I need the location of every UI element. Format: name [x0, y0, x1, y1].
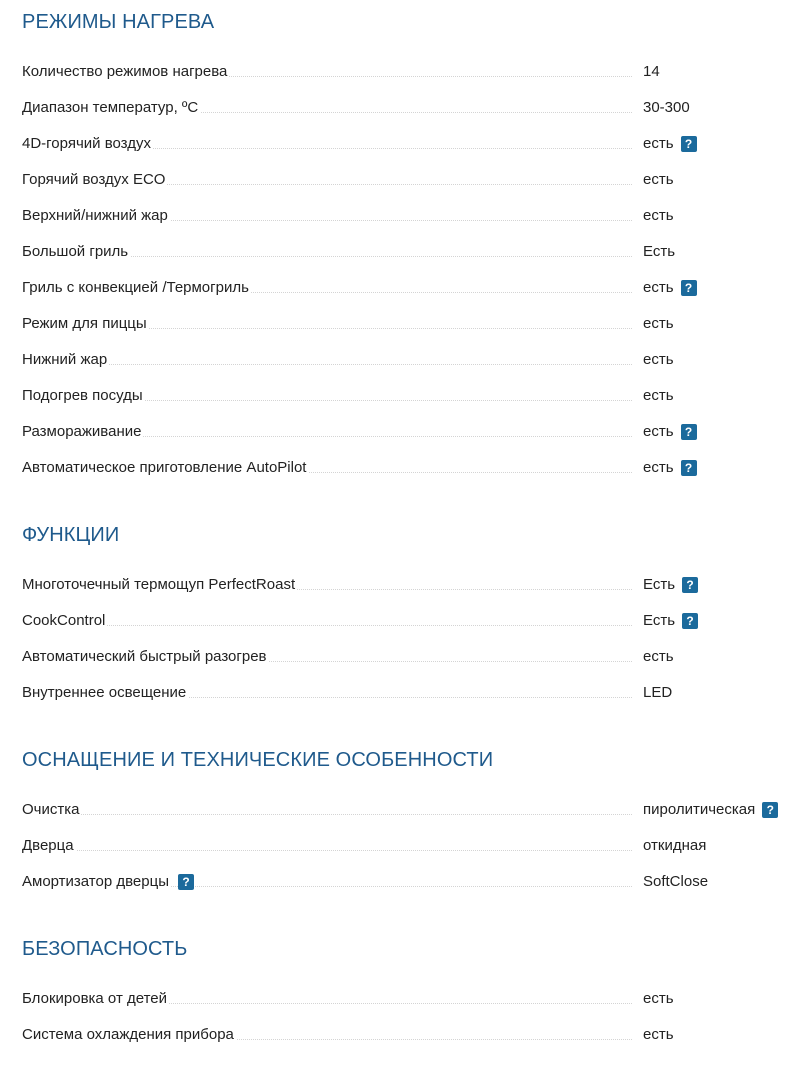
spec-label-text: Режим для пиццы — [22, 315, 147, 332]
help-icon[interactable]: ? — [178, 874, 194, 890]
spec-value — [643, 575, 698, 595]
spec-label-text: Верхний/нижний жар — [22, 207, 168, 224]
spec-row — [22, 683, 796, 707]
spec-label — [22, 170, 167, 190]
spec-label-text: Большой гриль — [22, 243, 129, 260]
spec-label — [22, 836, 76, 856]
spec-label-text: Горячий воздух ECO — [22, 171, 166, 188]
spec-label — [22, 98, 200, 118]
spec-value — [643, 314, 674, 334]
section-title: БЕЗОПАСНОСТЬ — [22, 938, 188, 960]
spec-section — [22, 523, 796, 701]
spec-value-text: пиролитическая — [643, 801, 756, 818]
spec-value-text: есть — [643, 315, 674, 332]
spec-value — [643, 458, 697, 478]
help-icon[interactable]: ? — [682, 613, 698, 629]
spec-label — [22, 575, 297, 595]
spec-label-text: Подогрев посуды — [22, 387, 143, 404]
spec-section — [22, 937, 796, 1043]
spec-label-text: Автоматическое приготовление AutoPilot — [22, 459, 307, 476]
spec-row — [22, 278, 796, 302]
spec-label-text: Дверца — [22, 837, 74, 854]
spec-value-text: 14 — [643, 63, 660, 80]
spec-value — [643, 422, 697, 442]
spec-row — [22, 647, 796, 671]
spec-value — [643, 611, 698, 631]
spec-value — [643, 98, 690, 118]
spec-label — [22, 647, 269, 667]
spec-value-text: есть — [643, 459, 674, 476]
spec-row — [22, 386, 796, 410]
spec-value — [643, 647, 674, 667]
spec-value-text: есть — [643, 171, 674, 188]
help-icon[interactable]: ? — [681, 460, 697, 476]
spec-label-text: Амортизатор дверцы — [22, 873, 169, 890]
spec-label-text: Автоматический быстрый разогрев — [22, 648, 267, 665]
spec-row — [22, 206, 796, 230]
help-icon[interactable]: ? — [681, 424, 697, 440]
spec-label-text: Внутреннее освещение — [22, 684, 187, 701]
spec-value — [643, 989, 674, 1009]
spec-label — [22, 134, 153, 154]
spec-label-text: 4D-горячий воздух — [22, 135, 151, 152]
spec-label — [22, 242, 130, 262]
help-icon[interactable]: ? — [681, 136, 697, 152]
spec-row — [22, 134, 796, 158]
spec-row — [22, 422, 796, 446]
spec-label — [22, 314, 149, 334]
spec-value — [643, 683, 672, 703]
spec-value-text: есть — [643, 1026, 674, 1043]
spec-label — [22, 1025, 236, 1045]
spec-row — [22, 836, 796, 860]
section-title: РЕЖИМЫ НАГРЕВА — [22, 11, 215, 33]
help-icon[interactable]: ? — [762, 802, 778, 818]
spec-value-text: LED — [643, 684, 673, 701]
spec-value — [643, 800, 778, 820]
spec-value-text: Есть — [643, 243, 676, 260]
spec-row — [22, 62, 796, 86]
spec-label-text: Диапазон температур, ºС — [22, 99, 199, 116]
spec-value-text: Есть — [643, 612, 676, 629]
spec-label-text: Очистка — [22, 801, 80, 818]
section-title: ФУНКЦИИ — [22, 524, 120, 546]
spec-value — [643, 872, 708, 892]
spec-label — [22, 386, 145, 406]
spec-value — [643, 836, 706, 856]
spec-section — [22, 748, 796, 890]
spec-section — [22, 10, 796, 476]
section-title: ОСНАЩЕНИЕ И ТЕХНИЧЕСКИЕ ОСОБЕННОСТИ — [22, 749, 494, 771]
spec-label-text: Количество режимов нагрева — [22, 63, 228, 80]
spec-label-text: Размораживание — [22, 423, 142, 440]
spec-label-text: Блокировка от детей — [22, 990, 168, 1007]
spec-label — [22, 62, 229, 82]
spec-value — [643, 278, 697, 298]
spec-row — [22, 242, 796, 266]
spec-value — [643, 170, 674, 190]
spec-value — [643, 350, 674, 370]
spec-value-text: есть — [643, 648, 674, 665]
spec-value-text: SoftClose — [643, 873, 709, 890]
spec-label — [22, 458, 308, 478]
dotted-leader — [22, 814, 632, 815]
spec-label — [22, 206, 170, 226]
spec-label-text: Гриль с конвекцией /Термогриль — [22, 279, 249, 296]
spec-label-text: Нижний жар — [22, 351, 108, 368]
spec-label — [22, 872, 194, 892]
spec-row — [22, 611, 796, 635]
spec-value-text: есть — [643, 423, 674, 440]
spec-row — [22, 170, 796, 194]
spec-value — [643, 62, 660, 82]
spec-value-text: есть — [643, 387, 674, 404]
dotted-leader — [22, 625, 632, 626]
spec-value-text: 30-300 — [643, 99, 690, 116]
spec-row — [22, 989, 796, 1013]
spec-value — [643, 242, 675, 262]
spec-value — [643, 206, 674, 226]
spec-row — [22, 872, 796, 896]
spec-value-text: есть — [643, 279, 674, 296]
spec-row — [22, 458, 796, 482]
spec-value-text: есть — [643, 990, 674, 1007]
spec-value — [643, 1025, 674, 1045]
spec-label-text: Многоточечный термощуп PerfectRoast — [22, 576, 296, 593]
spec-label — [22, 989, 169, 1009]
spec-label — [22, 611, 107, 631]
spec-value-text: откидная — [643, 837, 707, 854]
spec-row — [22, 350, 796, 374]
spec-value — [643, 386, 674, 406]
spec-label-text: Система охлаждения прибора — [22, 1026, 234, 1043]
help-icon[interactable]: ? — [682, 577, 698, 593]
dotted-leader — [22, 850, 632, 851]
spec-value-text: есть — [643, 351, 674, 368]
spec-row — [22, 1025, 796, 1049]
spec-value-text: есть — [643, 135, 674, 152]
help-icon[interactable]: ? — [681, 280, 697, 296]
spec-value — [643, 134, 697, 154]
spec-label — [22, 800, 81, 820]
dotted-leader — [22, 364, 632, 365]
spec-label — [22, 422, 143, 442]
spec-row — [22, 314, 796, 338]
spec-value-text: Есть — [643, 576, 676, 593]
spec-row — [22, 800, 796, 824]
spec-label — [22, 350, 109, 370]
spec-row — [22, 98, 796, 122]
spec-label — [22, 683, 188, 703]
spec-label — [22, 278, 251, 298]
spec-row — [22, 575, 796, 599]
spec-label-text: CookControl — [22, 612, 106, 629]
spec-value-text: есть — [643, 207, 674, 224]
